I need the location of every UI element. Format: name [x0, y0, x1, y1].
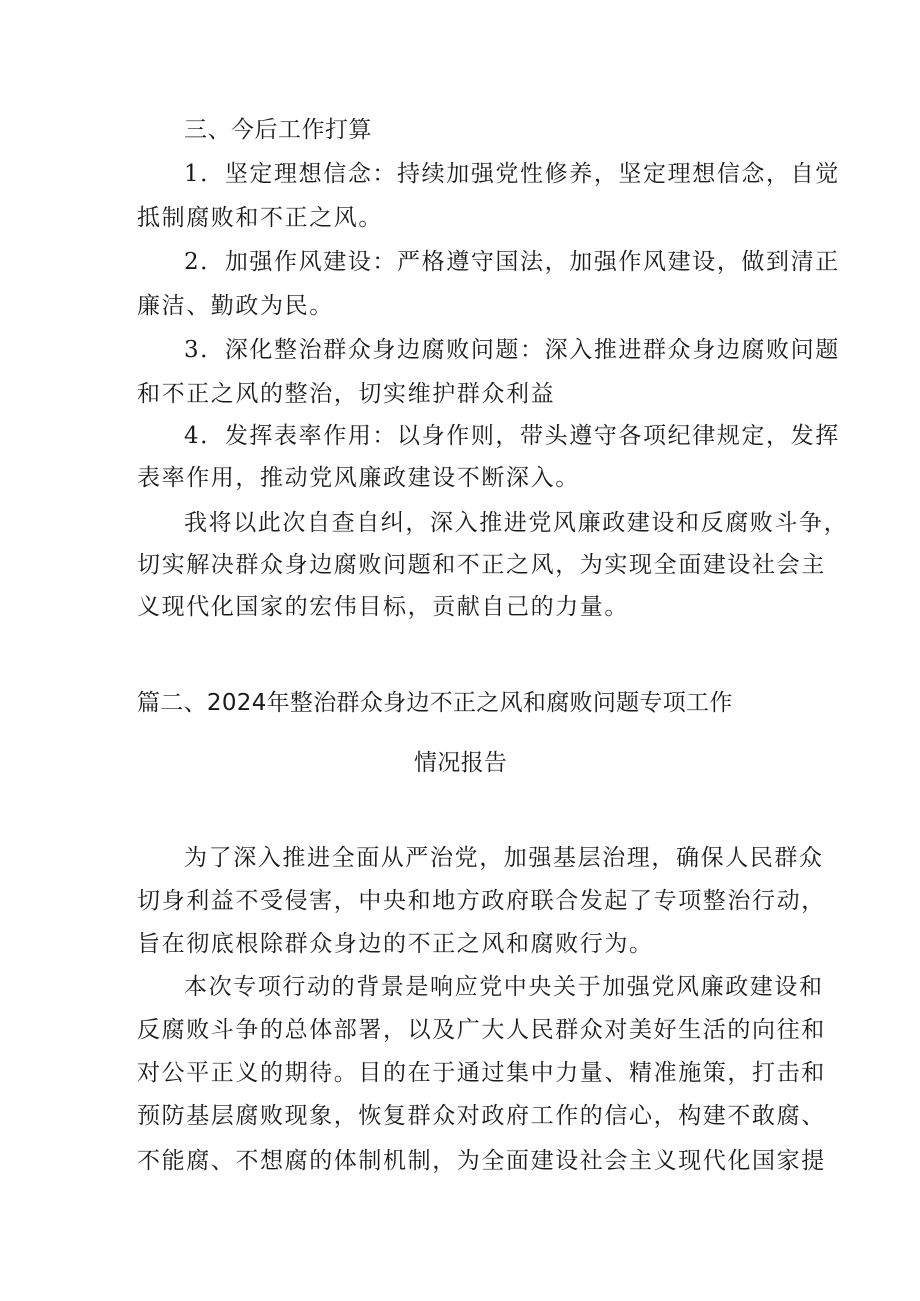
conclusion-line-3: 义现代化国家的宏伟目标，贡献自己的力量。: [137, 594, 629, 620]
conclusion-line-2: 切实解决群众身边腐败问题和不正之风，为实现全面建设社会主: [137, 552, 826, 578]
conclusion-line-1: 我将以此次自查自纠，深入推进党风廉政建设和反腐败斗争，: [184, 510, 849, 536]
list-item-3-line-1: 3．深化整治群众身边腐败问题：深入推进群众身边腐败问题: [184, 337, 840, 363]
paragraph-1-line-1: 为了深入推进全面从严治党，加强基层治理，确保人民群众: [184, 845, 824, 871]
section-heading: 三、今后工作打算: [184, 117, 372, 143]
list-item-3-line-2: 和不正之风的整治，切实维护群众利益: [137, 381, 556, 407]
list-item-4-line-2: 表率作用，推动党风廉政建设不断深入。: [137, 465, 580, 491]
paragraph-2-line-5: 不能腐、不想腐的体制机制，为全面建设社会主义现代化国家提: [137, 1148, 826, 1174]
article-title-line-2: 情况报告: [414, 750, 508, 776]
paragraph-2-line-3: 对公平正义的期待。目的在于通过集中力量、精准施策，打击和: [137, 1060, 826, 1086]
list-item-1-line-2: 抵制腐败和不正之风。: [137, 205, 383, 231]
list-item-2-line-2: 廉洁、勤政为民。: [137, 293, 334, 319]
paragraph-2-line-4: 预防基层腐败现象，恢复群众对政府工作的信心，构建不敢腐、: [137, 1103, 826, 1129]
list-item-1-line-1: 1．坚定理想信念：持续加强党性修养，坚定理想信念，自觉: [184, 161, 840, 187]
list-item-4-line-1: 4．发挥表率作用：以身作则，带头遵守各项纪律规定，发挥: [184, 423, 840, 449]
paragraph-2-line-2: 反腐败斗争的总体部署，以及广大人民群众对美好生活的向往和: [137, 1017, 826, 1043]
paragraph-1-line-3: 旨在彻底根除群众身边的不正之风和腐败行为。: [137, 931, 654, 957]
paragraph-2-line-1: 本次专项行动的背景是响应党中央关于加强党风廉政建设和: [184, 974, 824, 1000]
list-item-2-line-1: 2．加强作风建设：严格遵守国法，加强作风建设，做到清正: [184, 249, 840, 275]
paragraph-1-line-2: 切身利益不受侵害，中央和地方政府联合发起了专项整治行动，: [137, 888, 826, 914]
article-title-line-1: 篇二、2024年整治群众身边不正之风和腐败问题专项工作: [137, 690, 733, 716]
